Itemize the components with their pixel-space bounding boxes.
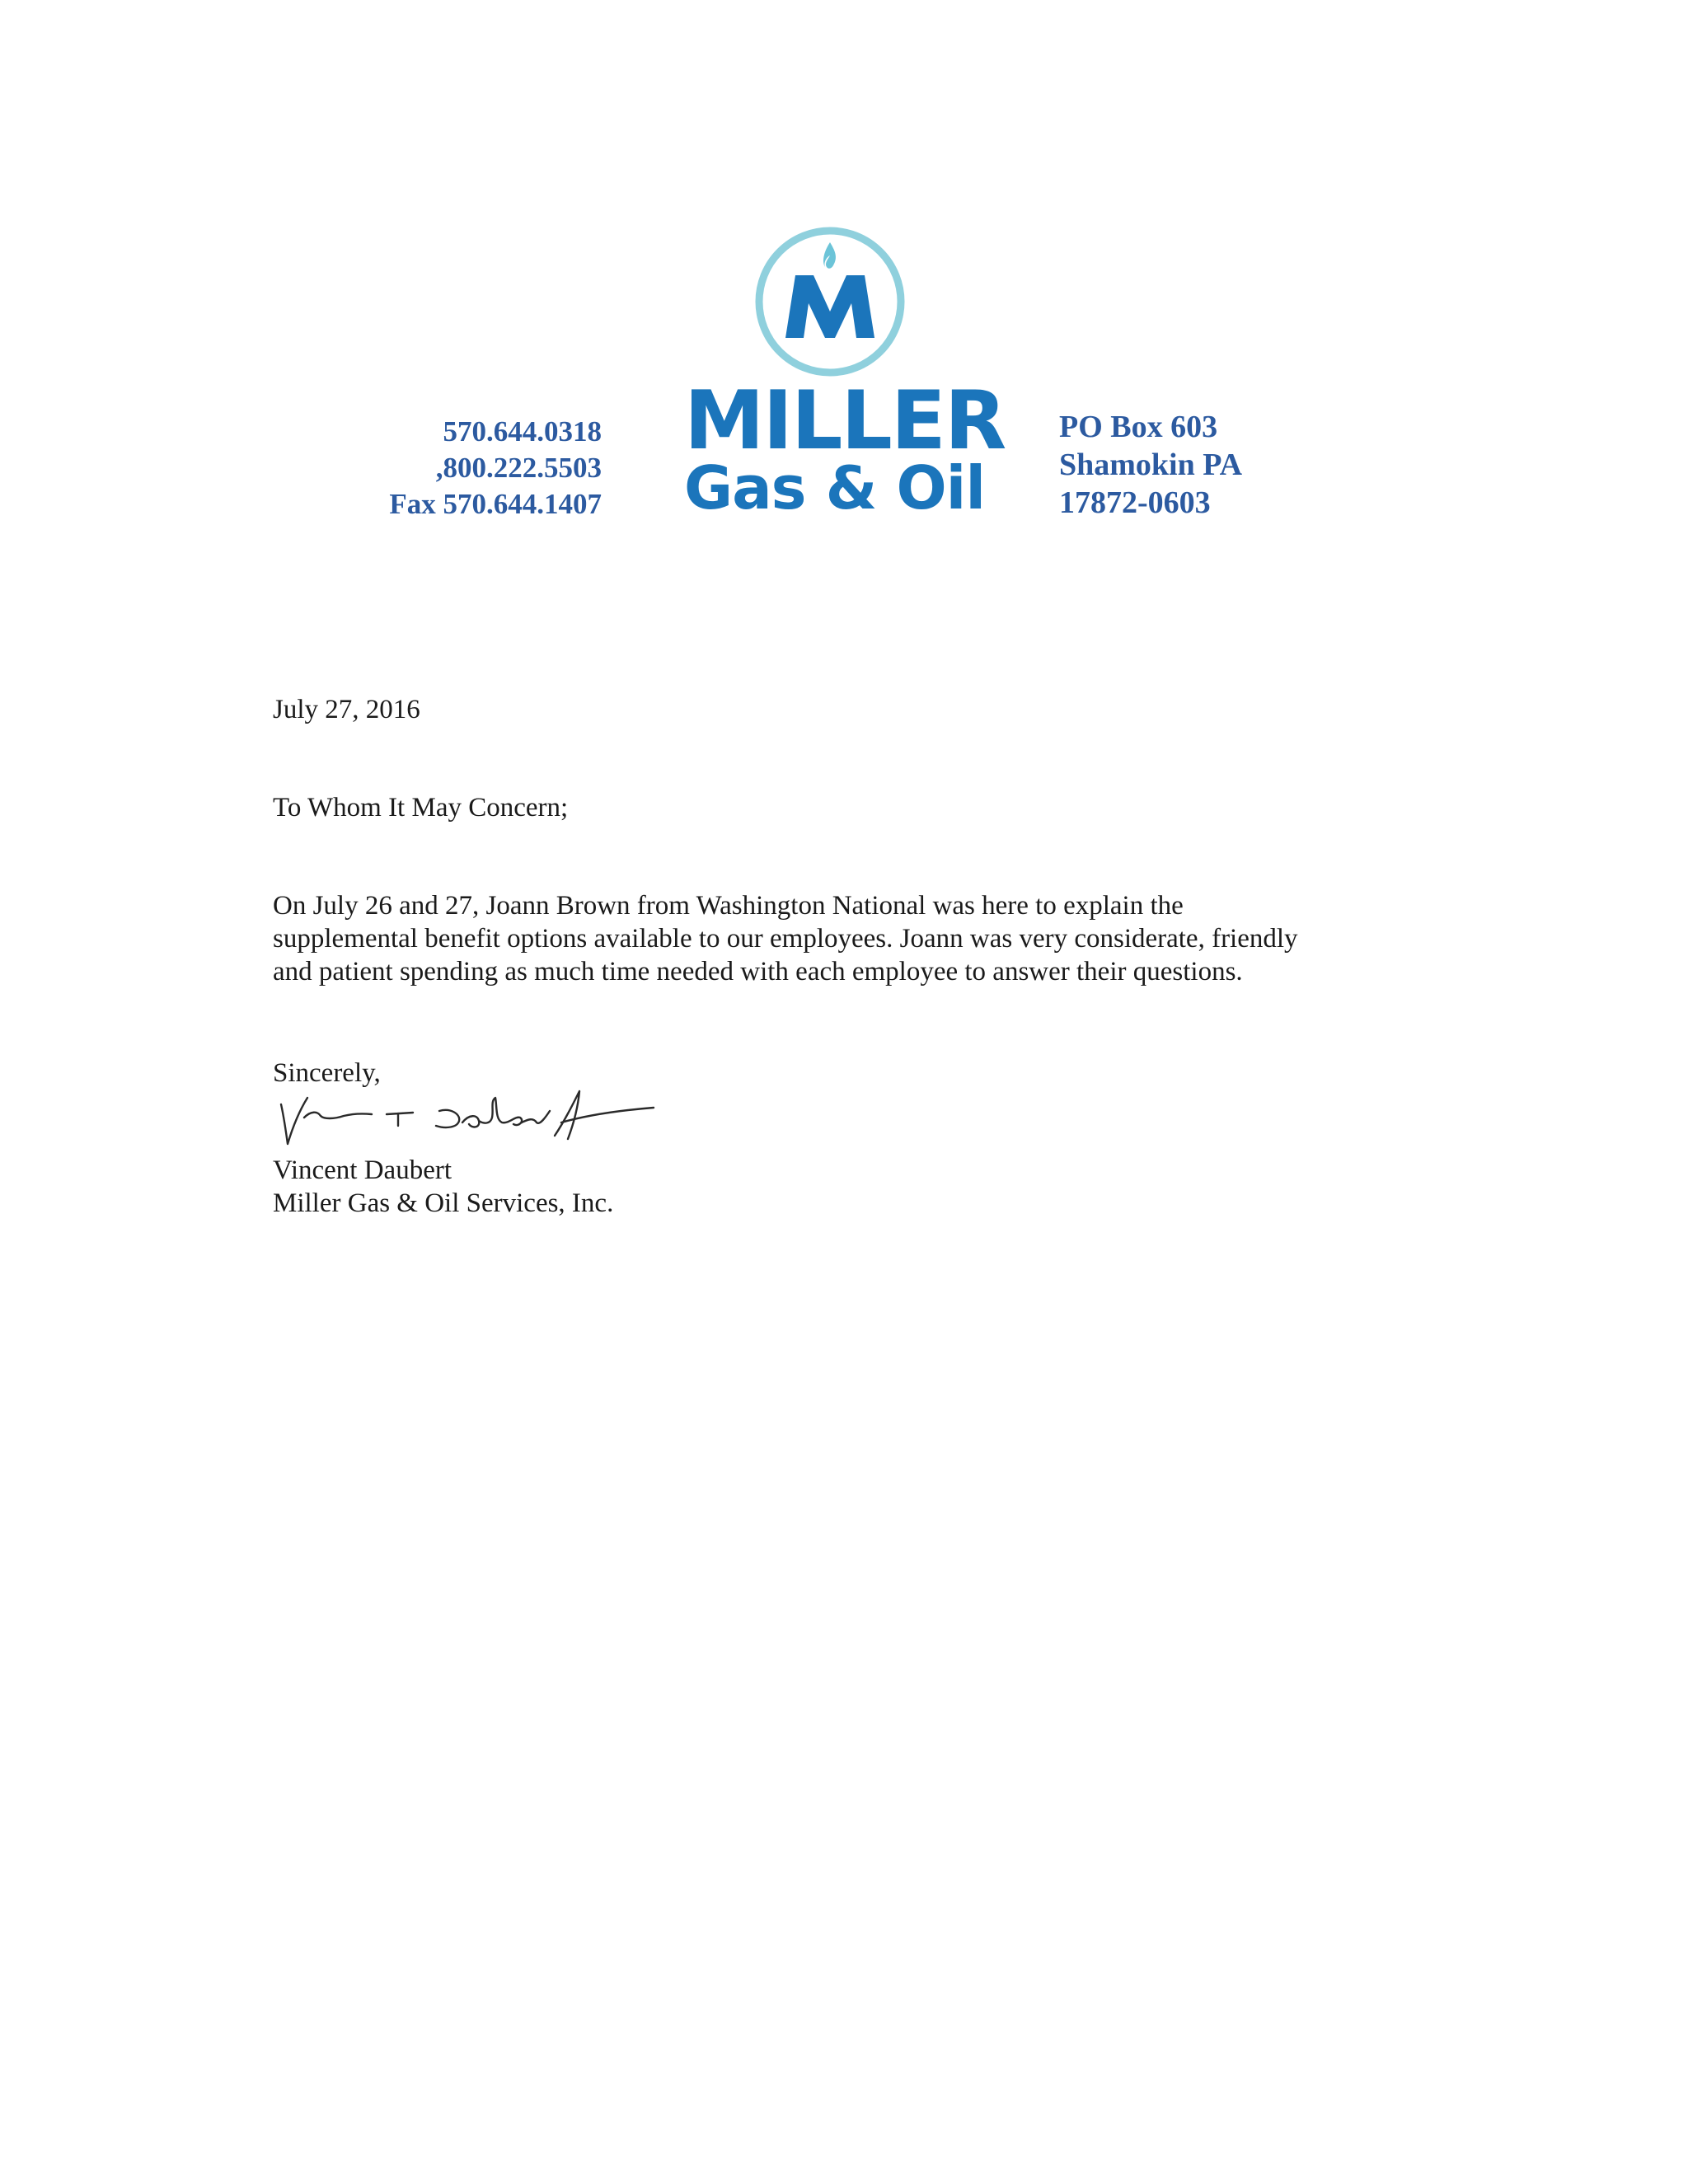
logo-wordmark-gas-oil: Gas & Oil xyxy=(684,453,986,523)
letter-body-line: supplemental benefit options available to our employees. Joann was very considerate, friendly xyxy=(273,924,1298,954)
phone-number: 570.644.0318 xyxy=(443,415,602,448)
letter-body-line: On July 26 and 27, Joann Brown from Washington National was here to explain the xyxy=(273,891,1184,921)
letterhead-address xyxy=(1059,408,1242,522)
letter-body-line: and patient spending as much time needed with each employee to answer their questions. xyxy=(273,957,1243,987)
letter-date: July 27, 2016 xyxy=(273,695,420,724)
handwritten-signature xyxy=(274,1086,662,1152)
toll-free-number: ,800.222.5503 xyxy=(435,452,602,484)
address-city-state: Shamokin PA xyxy=(1059,448,1243,482)
logo-emblem-letter: M xyxy=(830,224,831,225)
letter-closing: Sincerely, xyxy=(273,1058,381,1088)
signer-company: Miller Gas & Oil Services, Inc. xyxy=(273,1188,614,1218)
address-zip: 17872-0603 xyxy=(1059,485,1211,520)
letterhead-contact-numbers xyxy=(389,414,602,523)
address-po-box: PO Box 603 xyxy=(1059,410,1218,444)
company-logo-icon xyxy=(753,224,907,379)
signer-name: Vincent Daubert xyxy=(273,1155,452,1185)
logo-wordmark-miller: MILLER xyxy=(684,374,1006,468)
letter-salutation: To Whom It May Concern; xyxy=(273,793,569,823)
letter-body xyxy=(273,889,1298,988)
fax-number: Fax 570.644.1407 xyxy=(389,488,602,520)
